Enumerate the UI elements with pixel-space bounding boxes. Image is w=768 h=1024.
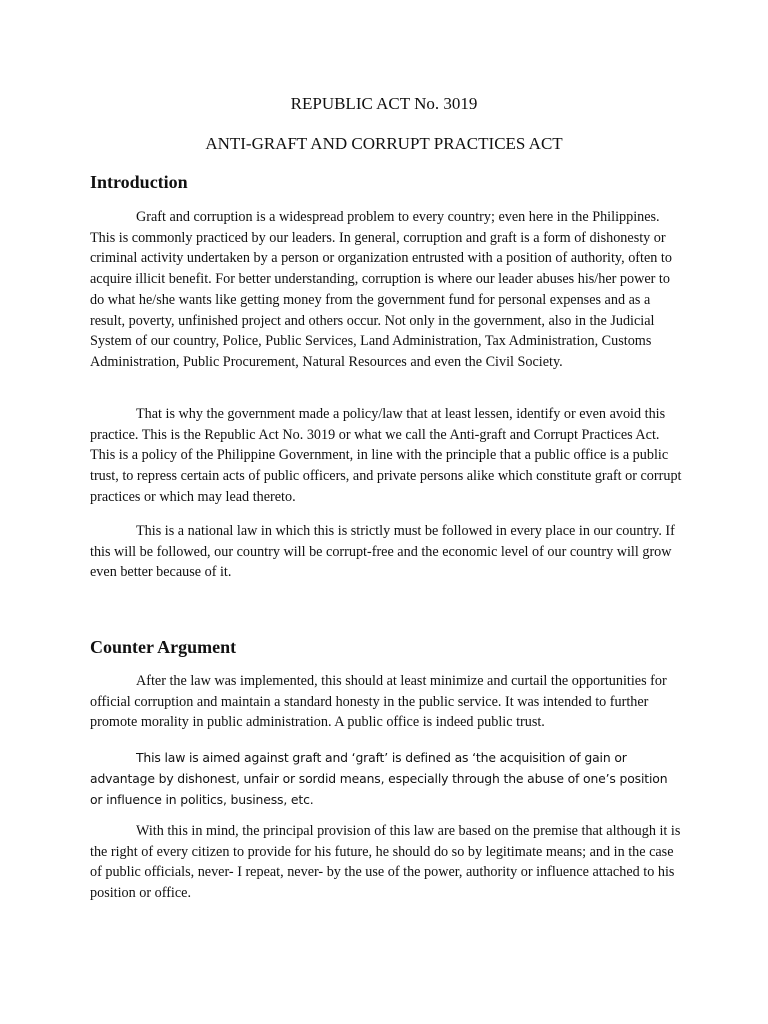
paragraph: With this in mind, the principal provision of this law are based on the premise that although it is the right of every citizen to provide for his future, he should do so by legitimate means; and in the case of public officials, never- I repeat, never- by the use of the power, authority or influence attached to his position or office. bbox=[90, 823, 681, 902]
paragraph: This is a national law in which this is strictly must be followed in every place in our country. If this will be followed, our country will be corrupt-free and the economic level of our country will grow even better because of it. bbox=[90, 523, 675, 581]
paragraph: After the law was implemented, this should at least minimize and curtail the opportunities for official corruption and maintain a standard honesty in the public service. It was intended to further promote morality in public administration. A public office is indeed public trust. bbox=[90, 673, 667, 731]
paragraph: That is why the government made a policy/law that at least lessen, identify or even avoid this practice. This is the Republic Act No. 3019 or what we call the Anti-graft and Corrupt Practices Act. This is a policy of the Philippine Government, in line with the principle that a public office is a public trust, to repress certain acts of public officers, and private persons alike which constitute graft or corrupt practices or which may lead thereto. bbox=[90, 406, 682, 505]
paragraph: This law is aimed against graft and ‘graft’ is defined as ‘the acquisition of gain or advantage by dishonest, unfair or sordid means, especially through the abuse of one’s position or influence in politics, business, etc. bbox=[90, 750, 668, 807]
paragraph: Graft and corruption is a widespread problem to every country; even here in the Philippines. This is commonly practiced by our leaders. In general, corruption and graft is a form of dishonesty or criminal activity undertaken by a person or organization entrusted with a position of authority, often to acquire illicit benefit. For better understanding, corruption is where our leader abuses his/her power to do what he/she wants like getting money from the government fund for personal expenses and as a result, poverty, unfinished project and others occur. Not only in the government, also in the Judicial System of our country, Police, Public Services, Land Administration, Tax Administration, Customs Administration, Public Procurement, Natural Resources and even the Civil Society. bbox=[90, 209, 672, 370]
section-heading-counter-argument: Counter Argument bbox=[90, 637, 237, 657]
section-heading-introduction: Introduction bbox=[90, 172, 188, 192]
document-title: REPUBLIC ACT No. 3019 bbox=[290, 94, 478, 113]
document-subtitle: ANTI-GRAFT AND CORRUPT PRACTICES ACT bbox=[205, 134, 563, 153]
